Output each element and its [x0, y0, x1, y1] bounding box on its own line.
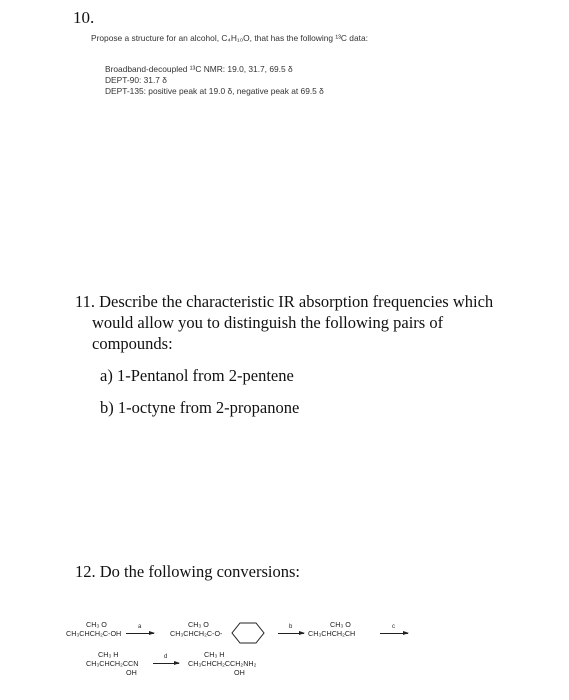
arrow-label-c: c: [392, 624, 395, 630]
question-10-prompt: Propose a structure for an alcohol, C₄H₁₀O, that has the following ¹³C data:: [91, 33, 368, 43]
compound-2-formula: CH₃CHCH₂C-O-: [170, 629, 223, 638]
compound-4-hydroxyl: OH: [126, 668, 137, 677]
compound-4-formula: CH₃CHCH₂CCN: [86, 659, 139, 668]
compound-4-substituents: CH₃ H: [98, 650, 119, 659]
benzene-ring-icon: [230, 620, 266, 646]
compound-3-substituents: CH₃ O: [330, 620, 351, 629]
reaction-arrow-c: [380, 633, 408, 634]
compound-5-hydroxyl: OH: [234, 668, 245, 677]
compound-2-substituents: CH₃ O: [188, 620, 209, 629]
reaction-arrow-b: [278, 633, 304, 634]
compound-1-formula: CH₃CHCH₂C-OH: [66, 629, 122, 638]
question-11-line-2: would allow you to distinguish the following pairs of: [92, 313, 444, 332]
compound-1-substituents: CH₃ O: [86, 620, 107, 629]
question-11-line-3: compounds:: [92, 334, 173, 353]
arrow-label-d: d: [164, 654, 168, 660]
nmr-broadband-line: Broadband-decoupled ¹³C NMR: 19.0, 31.7, 69.5 δ: [105, 64, 293, 74]
arrow-label-b: b: [289, 624, 293, 630]
compound-5-substituents: CH₃ H: [204, 650, 225, 659]
question-11-line-1: 11. Describe the characteristic IR absorption frequencies which: [75, 292, 494, 311]
question-10-number: 10.: [73, 8, 95, 27]
reaction-arrow-d: [153, 663, 179, 664]
question-11-part-a: a) 1-Pentanol from 2-pentene: [100, 366, 294, 385]
nmr-dept90-line: DEPT-90: 31.7 δ: [105, 75, 167, 85]
nmr-dept135-line: DEPT-135: positive peak at 19.0 δ, negative peak at 69.5 δ: [105, 86, 324, 96]
question-11-part-b: b) 1-octyne from 2-propanone: [100, 398, 300, 417]
arrow-label-a: a: [138, 624, 142, 630]
compound-5-formula: CH₃CHCH₂CCH₂NH₂: [188, 659, 257, 668]
question-12-title: 12. Do the following conversions:: [75, 562, 301, 581]
reaction-arrow-a: [126, 633, 154, 634]
compound-3-formula: CH₃CHCH₂CH: [308, 629, 356, 638]
